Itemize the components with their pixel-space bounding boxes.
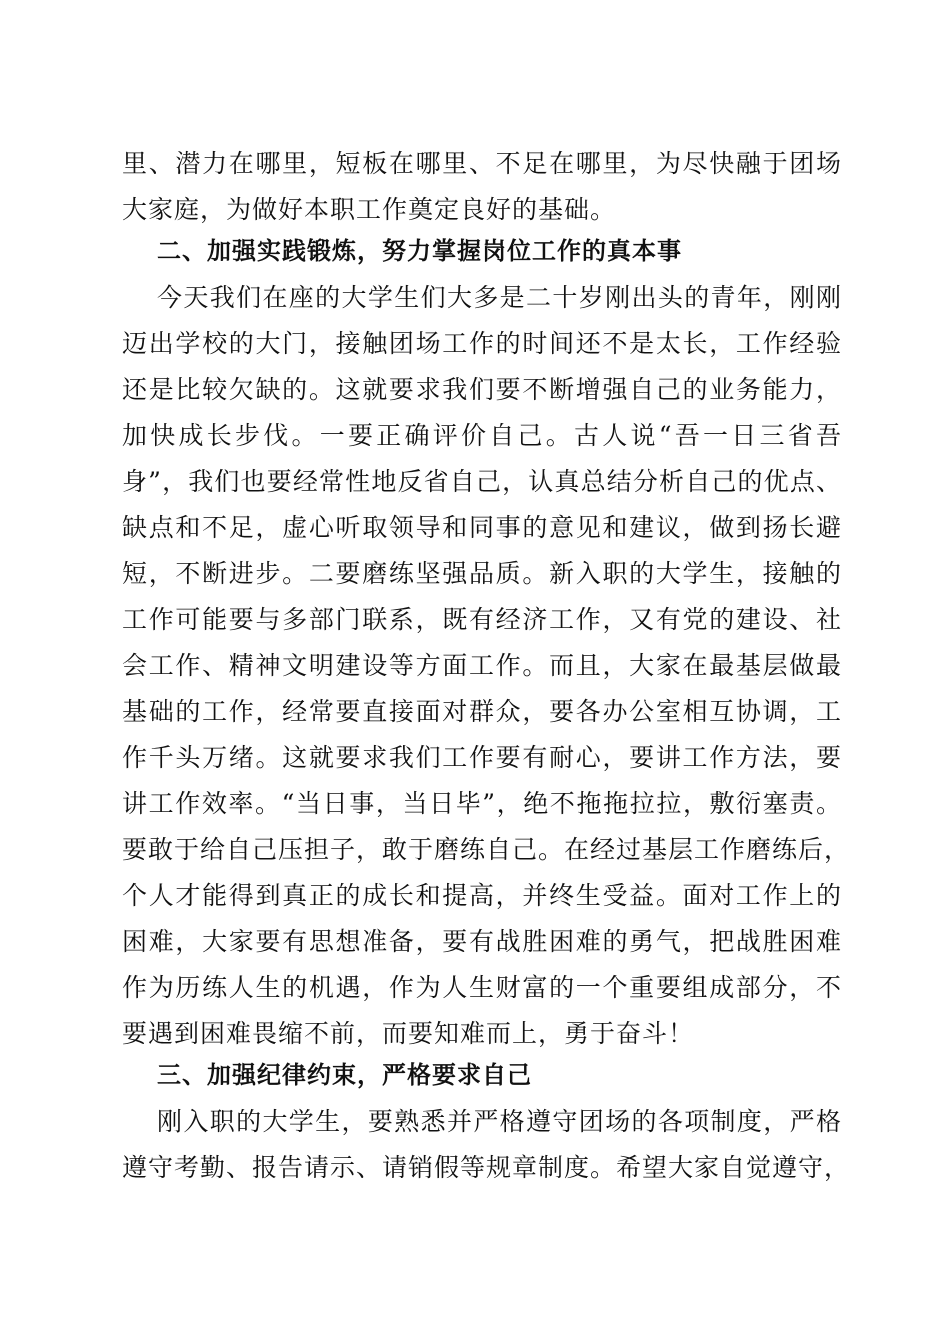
section-2-line-7: 短，不断进步。二要磨练坚强品质。新入职的大学生，接触的 — [122, 559, 842, 588]
section-3-line-1: 刚入职的大学生，要熟悉并严格遵守团场的各项制度，严格 — [157, 1107, 842, 1136]
section-2-line-5: 身”，我们也要经常性地反省自己，认真总结分析自己的优点、 — [122, 467, 842, 496]
section-2-line-17: 要遇到困难畏缩不前，而要知难而上，勇于奋斗！ — [122, 1019, 695, 1048]
section-2-line-6: 缺点和不足，虚心听取领导和同事的意见和建议，做到扬长避 — [122, 513, 842, 542]
section-2-line-8: 工作可能要与多部门联系，既有经济工作，又有党的建设、社 — [122, 605, 842, 634]
section-3-heading: 三、加强纪律约束，严格要求自己 — [157, 1061, 532, 1089]
section-2-line-14: 个人才能得到真正的成长和提高，并终生受益。面对工作上的 — [122, 881, 842, 910]
section-2-line-11: 作千头万绪。这就要求我们工作要有耐心，要讲工作方法，要 — [122, 743, 842, 772]
section-2-line-16: 作为历练人生的机遇，作为人生财富的一个重要组成部分，不 — [122, 973, 842, 1002]
section-3-line-2: 遵守考勤、报告请示、请销假等规章制度。希望大家自觉遵守， — [122, 1153, 851, 1182]
section-2-line-2: 迈出学校的大门，接触团场工作的时间还不是太长，工作经验 — [122, 329, 842, 358]
section-2-line-12: 讲工作效率。“当日事，当日毕”，绝不拖拖拉拉，敷衍塞责。 — [122, 789, 842, 818]
section-2-line-15: 困难，大家要有思想准备，要有战胜困难的勇气，把战胜困难 — [122, 927, 842, 956]
intro-line-1: 里、潜力在哪里，短板在哪里、不足在哪里，为尽快融于团场 — [122, 149, 842, 178]
section-2-line-13: 要敢于给自己压担子，敢于磨练自己。在经过基层工作磨练后， — [122, 835, 851, 864]
section-2-line-9: 会工作、精神文明建设等方面工作。而且，大家在最基层做最 — [122, 651, 842, 680]
intro-line-2: 大家庭，为做好本职工作奠定良好的基础。 — [122, 195, 617, 224]
section-2-line-4: 加快成长步伐。一要正确评价自己。古人说“吾一日三省吾 — [122, 421, 842, 450]
section-2-line-1: 今天我们在座的大学生们大多是二十岁刚出头的青年，刚刚 — [157, 283, 842, 312]
section-2-line-10: 基础的工作，经常要直接面对群众，要各办公室相互协调，工 — [122, 697, 842, 726]
section-2-line-3: 还是比较欠缺的。这就要求我们要不断增强自己的业务能力， — [122, 375, 842, 404]
section-2-heading: 二、加强实践锻炼，努力掌握岗位工作的真本事 — [157, 237, 682, 265]
